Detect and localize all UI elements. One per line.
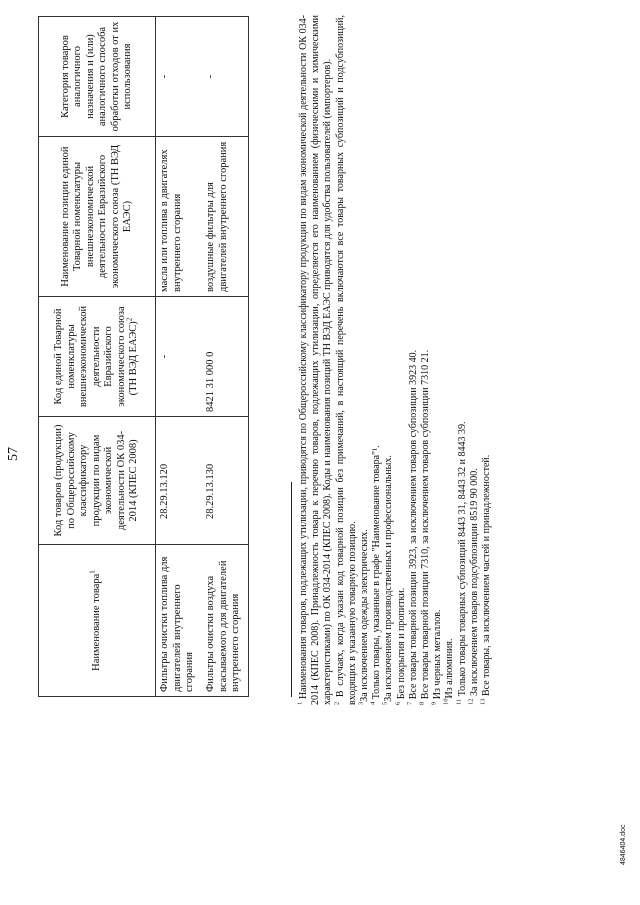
cell-product-name: Фильтры очистки топлива для двигателей внутреннего сгорания [156, 545, 203, 697]
footnote: $^8$ Все товары товарной позиции 7310, за исключением товаров субпозиции 7310 21. [418, 349, 432, 705]
cell-tnved-code: - [156, 297, 203, 417]
cell-category: - [202, 17, 249, 137]
footnote-separator [291, 482, 292, 697]
footnote: $^{10}$Из алюминия. [443, 638, 456, 705]
footnote: $^6$ Без покрытия и пропитки. [394, 587, 407, 705]
footnote: $^5$За исключением производственных и профессиональных. [382, 455, 395, 705]
header-product-name: Наименование товара$^1$ [39, 545, 156, 697]
table-row [202, 17, 249, 697]
cell-category: - [156, 17, 203, 137]
header-okpd-code: Код товаров (продукции) по Общероссийскому классификатору продукции по видам экономической деятельности ОК 034-2014 (КПЕС 2008) [39, 417, 156, 545]
cell-okpd-code: 28.29.13.120 [156, 417, 203, 545]
table-header-row [39, 17, 156, 697]
cell-okpd-code: 28.29.13.130 [202, 417, 249, 545]
cell-tnved-name: воздушные фильтры для двигателей внутреннего сгорания [202, 137, 249, 297]
footnote: $^{13}$ Все товары, за исключением частей и принадлежностей. [479, 454, 493, 705]
footnote: $^3$За исключением одежды электрических. [357, 529, 371, 705]
goods-table [38, 16, 249, 697]
header-tnved-name: Наименование позиции единой Товарной номенклатуры внешнеэкономической деятельности Евразийского экономического союза (ТН ВЭД ЕАЭС) [39, 137, 156, 297]
cell-product-name: Фильтры очистки воздуха всасываемого для двигателей внутреннего сгорания [202, 545, 249, 697]
footnote: $^7$ Все товары товарной позиции 3923, за исключением товаров субпозиции 3923 40. [406, 349, 419, 705]
footnote: $^9$ Из черных металлов. [430, 609, 444, 705]
footnotes [298, 15, 493, 705]
cell-tnved-name: масла или топлива в двигателях внутреннего сгорания [156, 137, 203, 297]
table-row [156, 17, 203, 697]
footnote: $^{12}$ За исключением товаров подсубпозиции 8519 90 000. [467, 468, 480, 705]
footnote: $^4$ Только товары, указанные в графе "Наименование товара"¹. [369, 445, 383, 705]
page-number: 57 [6, 447, 21, 461]
footnote: $^2$ В случаях, когда указан код товарной позиции без примечаний, в настоящий перечень включаются все товары товарных субпозиций и подсубпозиций, входящих в указанную товарную позицию. [333, 14, 358, 705]
header-category: Категория товаров аналогичного назначения и (или) аналогичного способа обработки отходов от их использования [39, 17, 156, 137]
file-name-label: 4846404.doc [620, 824, 627, 865]
footnote: $^1$ Наименования товаров, подлежащих утилизации, приводятся по Общероссийскому классификатору продукции по видам экономической деятельности ОК 034-2014 (КПЕС 2008). Принадлежность товара к перечню товаров, подлежащих утилизации, определяется его наименованием (физическими и химическими характеристиками) по ОК 034-2014 (КПЕС 2008). Коды и наименования позиций ТН ВЭД ЕАЭС приводятся для удобства пользователей (импортеров). [296, 15, 334, 705]
cell-tnved-code: 8421 31 000 0 [202, 297, 249, 417]
header-tnved-code: Код единой Товарной номенклатуры внешнеэкономической деятельности Евразийского экономического союза (ТН ВЭД ЕАЭС)$^2$ [39, 297, 156, 417]
footnote: $^{11}$ Только товары товарных субпозиций 8443 31, 8443 32 и 8443 39. [455, 421, 468, 705]
